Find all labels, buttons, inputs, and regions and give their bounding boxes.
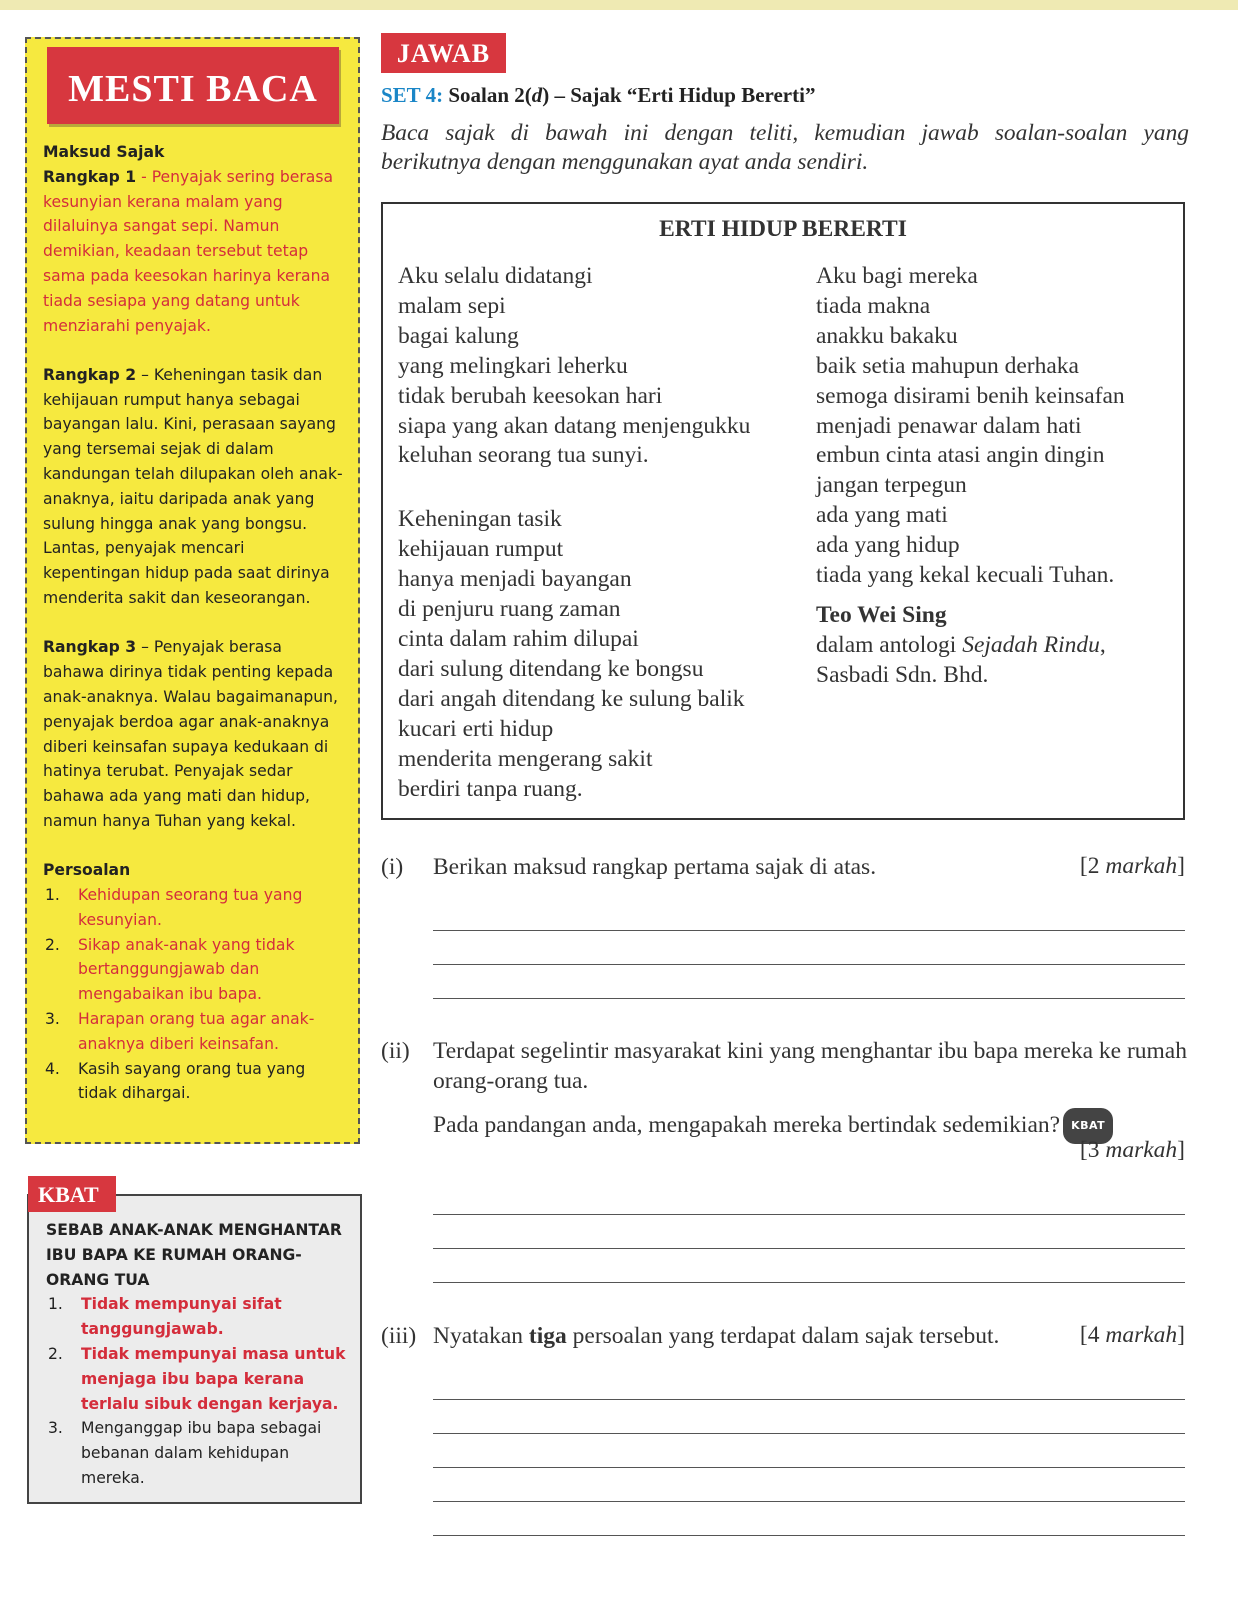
- answer-line[interactable]: [433, 998, 1185, 999]
- poem-line: kucari erti hidup: [398, 715, 554, 742]
- poem-line: tiada yang kekal kecuali Tuhan.: [816, 562, 1115, 589]
- list-text: Tidak mempunyai masa untuk menjaga ibu bapa kerana terlalu sibuk dengan kerjaya.: [81, 1344, 346, 1413]
- poem-line: cinta dalam rahim dilupai: [398, 625, 639, 652]
- list-text: Harapan orang tua agar anak-anaknya diberi keinsafan.: [78, 1010, 315, 1053]
- poem-line: dari sulung ditendang ke bongsu: [398, 655, 704, 682]
- answer-line[interactable]: [433, 1248, 1185, 1249]
- marks-end: ]: [1177, 1137, 1185, 1163]
- poem-line: ada yang mati: [816, 502, 948, 529]
- poem-line: di penjuru ruang zaman: [398, 596, 621, 623]
- set-heading: [381, 83, 815, 108]
- marks-num: [4: [1079, 1322, 1106, 1348]
- list-item: [46, 1416, 346, 1490]
- list-text: Kasih sayang orang tua yang tidak dihargai.: [78, 1059, 306, 1103]
- instruction-text: Baca sajak di bawah ini dengan teliti, kemudian jawab soalan-soalan yang berikutnya dengan menggunakan ayat anda sendiri.: [381, 120, 1189, 175]
- poem-line: embun cinta atasi angin dingin: [816, 442, 1105, 469]
- marks-num: [2: [1079, 853, 1106, 879]
- answer-line[interactable]: [433, 1282, 1185, 1283]
- rangkap2-text: – Keheningan tasik dan kehijauan rumput hanya sebagai bayangan lalu. Kini, perasaan sayang yang tersemai sejak di dalam kandungan telah dilupakan oleh anak-anaknya, iaitu daripada anak yang sulung hingga anak yang bongsu. Lantas, penyajak mencari kepentingan hidup pada saat dirinya menderita sakit dan keseorangan.: [43, 365, 343, 608]
- poem-line: dari angah ditendang ke sulung balik: [398, 685, 745, 712]
- poem-line: menderita mengerang sakit: [398, 745, 653, 772]
- kbat-list: [46, 1292, 346, 1490]
- list-text: Tidak mempunyai sifat tanggungjawab.: [81, 1295, 282, 1339]
- poem-line: baik setia mahupun derhaka: [816, 352, 1079, 379]
- marks-end: ]: [1177, 853, 1185, 879]
- question-2-text: Terdapat segelintir masyarakat kini yang menghantar ibu bapa mereka ke rumah orang-orang tua.: [433, 1038, 1187, 1094]
- poem-source: [816, 631, 1125, 661]
- question-1-marks: [1080, 853, 1185, 880]
- top-decor-bar: [0, 0, 1238, 10]
- list-item: [43, 883, 343, 933]
- question-1-text: Berikan maksud rangkap pertama sajak di atas.: [433, 854, 877, 880]
- poem-line: Keheningan tasik: [398, 506, 562, 533]
- poem-publisher: Sasbadi Sdn. Bhd.: [816, 661, 989, 688]
- poem-line: Aku bagi mereka: [816, 263, 978, 289]
- poem-line: berdiri tanpa ruang.: [398, 775, 583, 802]
- mesti-baca-title: MESTI BACA: [47, 47, 339, 124]
- marks-word: markah: [1105, 853, 1178, 879]
- poem-line: yang melingkari leherku: [398, 352, 628, 379]
- list-number: 1.: [48, 1295, 63, 1314]
- marks-end: ]: [1177, 1322, 1185, 1348]
- poem-line: bagai kalung: [398, 322, 519, 349]
- answer-line[interactable]: [433, 1433, 1185, 1434]
- kbat-title: SEBAB ANAK-ANAK MENGHANTAR IBU BAPA KE RUMAH ORANG-ORANG TUA: [46, 1221, 342, 1289]
- poem-line: hanya menjadi bayangan: [398, 566, 632, 593]
- rangkap1-note: [43, 165, 343, 339]
- marks-word: markah: [1105, 1137, 1178, 1163]
- poem-line: keluhan seorang tua sunyi.: [398, 442, 649, 469]
- persoalan-list: [43, 883, 343, 1106]
- poem-line: jangan terpegun: [816, 472, 967, 499]
- list-item: [46, 1292, 346, 1342]
- source-title: Sejadah Rindu: [962, 631, 1100, 658]
- list-number: 3.: [45, 1010, 60, 1028]
- question-2-prompt: Pada pandangan anda, mengapakah mereka bertindak sedemikian?: [433, 1112, 1061, 1138]
- stanza-3: [816, 262, 1125, 591]
- poem-line: siapa yang akan datang menjengukku: [398, 412, 751, 439]
- question-3-number: (iii): [381, 1323, 417, 1349]
- answer-line[interactable]: [433, 1467, 1185, 1468]
- answer-line[interactable]: [433, 1501, 1185, 1502]
- poem-line: tiada makna: [816, 292, 931, 319]
- stanza-1: [398, 262, 750, 471]
- question-3-emphasis: tiga: [528, 1323, 567, 1349]
- question-2-marks: [1080, 1137, 1185, 1164]
- question-3-part: Nyatakan: [433, 1323, 529, 1349]
- poem-line: kehijauan rumput: [398, 536, 564, 563]
- rangkap1-text: - Penyajak sering berasa kesunyian kerana malam yang dilaluinya sangat sepi. Namun demikian, keadaan tersebut tetap sama pada keesokan harinya kerana tiada sesiapa yang datang untuk menziarahi penyajak.: [43, 167, 334, 335]
- jawab-tag: JAWAB: [381, 33, 506, 73]
- set-text: Soalan 2(: [448, 83, 532, 107]
- answer-line[interactable]: [433, 1399, 1185, 1400]
- rangkap3-note: [43, 635, 343, 833]
- list-number: 2.: [45, 935, 60, 954]
- poem-line: semoga disirami benih keinsafan: [816, 382, 1125, 409]
- kbat-badge-icon: KBAT: [1063, 1108, 1113, 1144]
- question-3-text: [433, 1322, 1073, 1352]
- set-label: SET 4:: [381, 83, 444, 107]
- marks-num: [3: [1079, 1137, 1106, 1163]
- poem-line: ada yang hidup: [816, 532, 960, 559]
- stanza-2: [398, 505, 750, 804]
- set-text-part: d: [531, 83, 543, 107]
- rangkap1-label: Rangkap 1: [43, 167, 137, 186]
- list-item: [43, 1007, 343, 1057]
- poem-right-column: [816, 262, 1125, 691]
- rangkap3-text: – Penyajak berasa bahawa dirinya tidak penting kepada anak-anaknya. Walau bagaimanapun, penyajak berdoa agar anak-anaknya diberi keinsafan supaya kedukaan di hatinya terubat. Penyajak sedar bahawa ada yang mati dan hidup, namun hanya Tuhan yang kekal.: [43, 638, 339, 830]
- kbat-tag: KBAT: [28, 1176, 116, 1212]
- rangkap2-note: [43, 363, 343, 611]
- list-number: 3.: [48, 1419, 63, 1438]
- answer-line[interactable]: [433, 964, 1185, 965]
- question-2-number: (ii): [381, 1038, 410, 1064]
- set-text-title: ) – Sajak “Erti Hidup Bererti”: [542, 83, 816, 107]
- list-number: 1.: [45, 886, 60, 905]
- kbat-content: [46, 1218, 346, 1491]
- question-3-marks: [1080, 1322, 1185, 1349]
- list-item: [43, 1057, 343, 1107]
- poem-author: Teo Wei Sing: [816, 601, 947, 628]
- persoalan-heading: Persoalan: [43, 861, 131, 880]
- answer-line[interactable]: [433, 930, 1185, 931]
- question-1-number: (i): [381, 854, 404, 880]
- poem-left-column: [398, 262, 750, 804]
- mesti-baca-content: [43, 140, 343, 1106]
- list-item: [43, 933, 343, 1007]
- list-text: Menganggap ibu bapa sebagai bebanan dalam kehidupan mereka.: [81, 1419, 322, 1487]
- source-prefix: dalam antologi: [816, 631, 963, 658]
- answer-line[interactable]: [433, 1214, 1185, 1215]
- poem-line: anakku bakaku: [816, 322, 958, 349]
- marks-word: markah: [1105, 1322, 1178, 1348]
- list-number: 2.: [48, 1344, 63, 1363]
- poem-line: menjadi penawar dalam hati: [816, 412, 1082, 439]
- question-3-part: persoalan yang terdapat dalam sajak tersebut.: [566, 1323, 1000, 1349]
- rangkap3-label: Rangkap 3: [43, 638, 137, 657]
- poem-line: tidak berubah keesokan hari: [398, 382, 663, 409]
- list-item: [46, 1342, 346, 1416]
- source-suffix: ,: [1099, 631, 1106, 658]
- rangkap2-label: Rangkap 2: [43, 365, 137, 384]
- poem-line: Aku selalu didatangi: [398, 263, 593, 289]
- list-text: Sikap anak-anak yang tidak bertanggungjawab dan mengabaikan ibu bapa.: [78, 935, 295, 1004]
- answer-line[interactable]: [433, 1535, 1185, 1536]
- poem-line: malam sepi: [398, 292, 506, 319]
- poem-title: ERTI HIDUP BERERTI: [659, 216, 907, 242]
- list-text: Kehidupan seorang tua yang kesunyian.: [78, 886, 303, 929]
- maksud-heading: Maksud Sajak: [43, 143, 165, 161]
- list-number: 4.: [45, 1059, 60, 1078]
